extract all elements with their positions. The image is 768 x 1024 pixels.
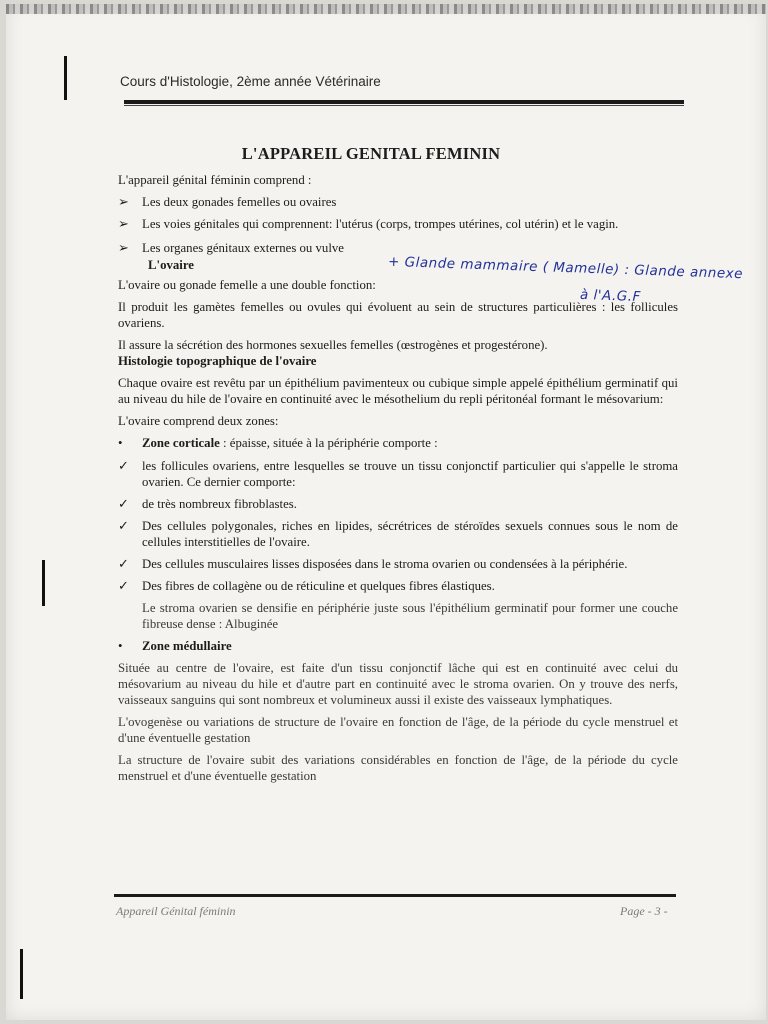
list-item: ➢ Les voies génitales qui comprennent: l'utérus (corps, trompes utérines, col utérin) et le vagin. [118,217,619,231]
list-item: ✓ les follicules ovariens, entre lesquelles se trouve un tissu conjonctif particulier qui s'appelle le stroma ovarien. Ce dernier comporte: [118,459,678,489]
arrow-bullet-icon: ➢ [118,241,129,255]
paragraph: La structure de l'ovaire subit des variations considérables en fonction de l'âge, de la période du cycle menstruel et d'une éventuelle gestation [118,753,678,783]
page-title: L'APPAREIL GENITAL FEMININ [241,144,501,163]
document-page [6,4,766,1020]
scan-mark [64,56,67,100]
paragraph: Il assure la sécrétion des hormones sexuelles femelles (œstrogènes et progestérone). [118,338,548,352]
checkmark-icon: ✓ [118,459,129,473]
list-item: ✓ Des fibres de collagène ou de réticuline et quelques fibres élastiques. [118,579,495,593]
document-body [118,168,678,784]
paragraph: Située au centre de l'ovaire, est faite d'un tissu conjonctif lâche qui est en continuité avec celui du mésovarium au niveau du hile et d'autre part en continuité avec le stroma ovarien. On y trouve des nerfs, vaisseaux sanguins qui sont nombreux et volumineux aussi il existe des vaisseaux lymphatiques. [118,661,678,707]
footer-title: Appareil Génital féminin [116,904,236,918]
header-rule [124,100,684,104]
scan-mark [42,560,45,606]
list-item: ✓ de très nombreux fibroblastes. [118,497,297,511]
checkmark-icon: ✓ [118,557,129,571]
paragraph: Il produit les gamètes femelles ou ovules qui évoluent au sein de structures particulières : les follicules ovariens. [118,300,678,330]
checkmark-icon: ✓ [118,579,129,593]
paragraph: Chaque ovaire est revêtu par un épithélium pavimenteux ou cubique simple appelé épithélium germinatif qui au niveau du hile de l'ovaire en continuité avec le mésothelium du repli péritonéal formant le mésovarium: [118,376,678,406]
scan-edge [6,4,766,14]
handwritten-note-line2: à l'A.G.F [579,286,642,306]
list-item: ➢ Les deux gonades femelles ou ovaires [118,195,337,209]
arrow-bullet-icon: ➢ [118,195,129,209]
section-heading-ovaire: L'ovaire [148,258,194,272]
header-rule-thin [124,105,684,106]
paragraph: L'ovogenèse ou variations de structure de l'ovaire en fonction de l'âge, de la période du cycle menstruel et d'une éventuelle gestation [118,715,678,745]
list-item: • Zone médullaire [118,639,232,653]
list-item: ✓ Des cellules polygonales, riches en lipides, sécrétrices de stéroïdes sexuels connues sous le nom de cellules interstitielles de l'ovaire. [118,519,678,549]
paragraph: L'ovaire comprend deux zones: [118,414,279,428]
list-item: ➢ Les organes génitaux externes ou vulve [118,241,344,255]
section-heading-histologie: Histologie topographique de l'ovaire [118,354,317,368]
page-number: Page - 3 - [620,904,668,918]
handwritten-note-line1: + Glande mammaire ( Mamelle) : Glande annexe [387,253,744,283]
list-item: ✓ Des cellules musculaires lisses disposées dans le stroma ovarien ou condensées à la périphérie. [118,557,628,571]
checkmark-icon: ✓ [118,519,129,533]
paragraph: L'ovaire ou gonade femelle a une double fonction: [118,278,376,292]
list-item: • Zone corticale : épaisse, située à la périphérie comporte : [118,436,438,450]
checkmark-icon: ✓ [118,497,129,511]
footer-rule [114,894,676,897]
stroma-note: Le stroma ovarien se densifie en périphérie juste sous l'épithélium germinatif pour former une couche fibreuse dense : Albuginée [142,601,678,631]
scan-mark [20,949,23,999]
dot-bullet-icon: • [118,639,123,653]
intro-text: L'appareil génital féminin comprend : [118,173,312,187]
arrow-bullet-icon: ➢ [118,217,129,231]
course-header: Cours d'Histologie, 2ème année Vétérinaire [120,74,381,89]
dot-bullet-icon: • [118,436,123,450]
